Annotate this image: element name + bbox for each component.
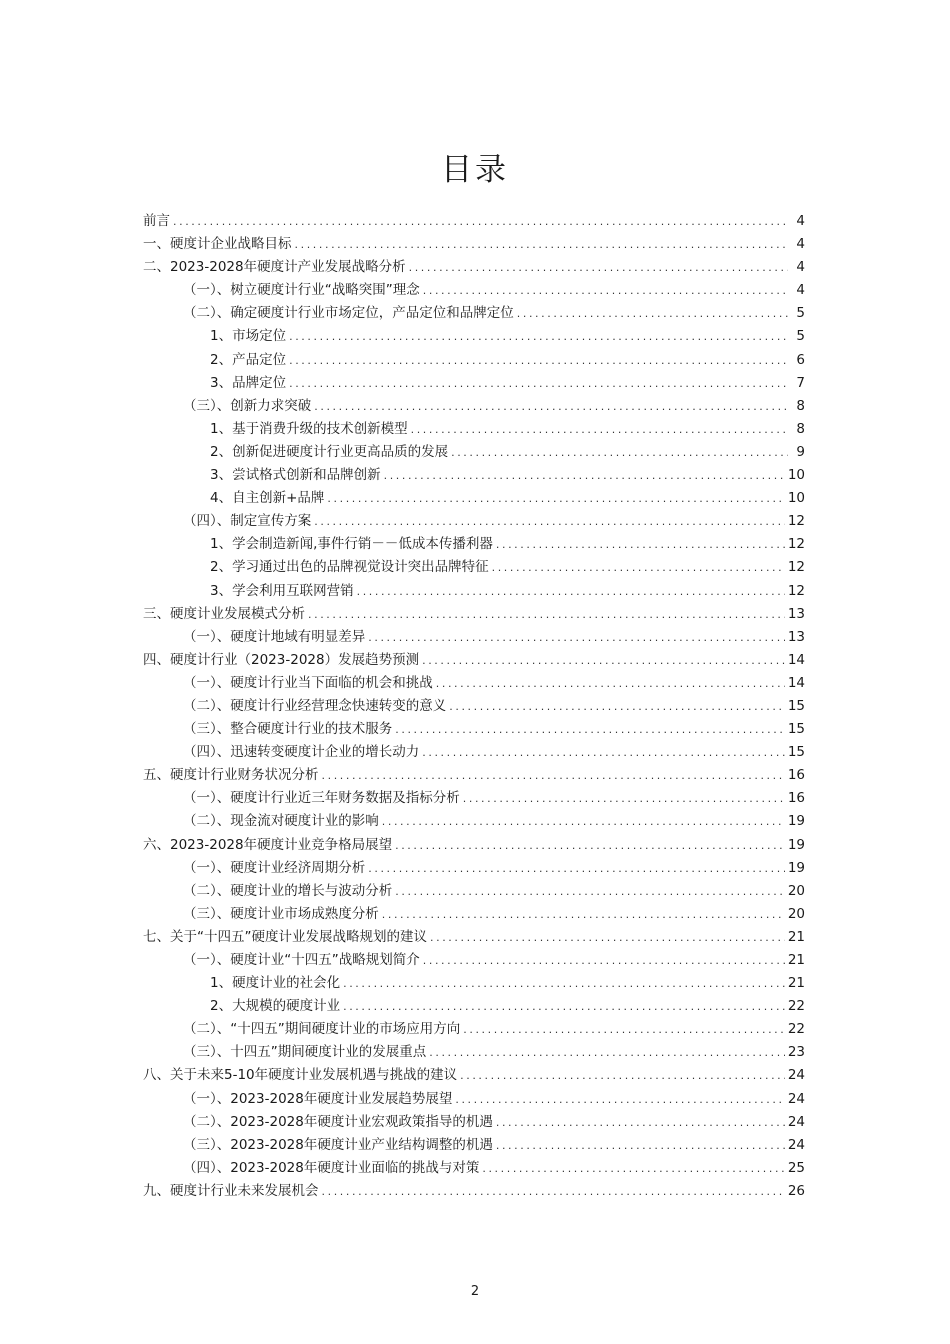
toc-leader-dots <box>463 787 785 810</box>
toc-entry-label: （一）、2023-2028年硬度计业发展趋势展望 <box>183 1090 453 1107</box>
toc-entry-label: 1、基于消费升级的技术创新模型 <box>210 420 408 437</box>
toc-entry-page: 21 <box>787 952 805 968</box>
toc-leader-dots <box>368 857 785 880</box>
toc-entry[interactable] <box>143 349 805 372</box>
toc-entry-label: （二）、确定硬度计行业市场定位，产品定位和品牌定位 <box>183 305 514 322</box>
toc-entry[interactable] <box>143 210 805 233</box>
toc-leader-dots <box>423 949 785 972</box>
toc-entry-label: 4、自主创新+品牌 <box>210 490 325 507</box>
toc-entry-page: 21 <box>787 928 805 945</box>
page-number: 2 <box>470 1284 480 1299</box>
toc-entry[interactable] <box>143 1157 805 1180</box>
toc-entry[interactable] <box>143 580 805 603</box>
toc-entry[interactable] <box>143 1064 805 1087</box>
toc-entry[interactable] <box>143 325 805 348</box>
toc-leader-dots <box>451 441 788 464</box>
toc-entry-label: （三）、硬度计业市场成熟度分析 <box>183 905 379 922</box>
page-title: 目录 <box>441 152 509 188</box>
toc-entry[interactable] <box>143 1134 805 1157</box>
toc-entry-label: 三、硬度计业发展模式分析 <box>143 605 305 622</box>
toc-leader-dots <box>395 718 785 741</box>
toc-leader-dots <box>463 1018 785 1041</box>
toc-entry-label: 二、2023-2028年硬度计产业发展战略分析 <box>143 259 406 276</box>
toc-entry-label: 3、学会利用互联网营销 <box>210 582 354 599</box>
toc-entry[interactable] <box>143 880 805 903</box>
toc-entry[interactable] <box>143 233 805 256</box>
toc-entry-label: （三）、2023-2028年硬度计业产业结构调整的机遇 <box>183 1136 493 1153</box>
toc-entry-label: 前言 <box>143 213 170 229</box>
toc-entry[interactable] <box>143 372 805 395</box>
toc-entry-label: （一）、树立硬度计行业“战略突围”理念 <box>183 282 420 299</box>
toc-entry-page: 13 <box>787 628 805 645</box>
toc-leader-dots <box>492 556 785 579</box>
toc-entry-label: 2、学习通过出色的品牌视觉设计突出品牌特征 <box>210 559 489 576</box>
toc-entry[interactable] <box>143 441 805 464</box>
toc-entry-page: 8 <box>796 420 805 437</box>
toc-leader-dots <box>289 325 788 348</box>
toc-entry-page: 19 <box>787 836 805 853</box>
toc-entry[interactable] <box>143 741 805 764</box>
toc-entry-page: 4 <box>796 213 805 229</box>
toc-entry-label: 3、品牌定位 <box>210 374 287 391</box>
toc-entry-label: （三）、十四五”期间硬度计业的发展重点 <box>183 1044 427 1061</box>
toc-entry[interactable] <box>143 672 805 695</box>
toc-entry[interactable] <box>143 926 805 949</box>
toc-entry[interactable] <box>143 810 805 833</box>
toc-entry-page: 23 <box>787 1044 805 1061</box>
toc-entry[interactable] <box>143 256 805 279</box>
toc-leader-dots <box>496 1134 785 1157</box>
toc-entry-page: 12 <box>787 559 805 576</box>
toc-leader-dots <box>382 810 785 833</box>
toc-entry-page: 12 <box>787 536 805 553</box>
toc-leader-dots <box>308 603 785 626</box>
toc-entry-label: （四）、制定宣传方案 <box>183 513 312 530</box>
toc-leader-dots <box>173 210 788 233</box>
toc-entry[interactable] <box>143 903 805 926</box>
toc-leader-dots <box>382 903 785 926</box>
toc-entry-label: （二）、2023-2028年硬度计业宏观政策指导的机遇 <box>183 1113 493 1130</box>
toc-entry-label: 1、学会制造新闻,事件行销－－低成本传播利器 <box>210 536 493 553</box>
toc-entry-label: （四）、2023-2028年硬度计业面临的挑战与对策 <box>183 1159 480 1176</box>
toc-entry-page: 24 <box>787 1113 805 1130</box>
toc-leader-dots <box>327 487 784 510</box>
toc-entry-label: （一）、硬度计地域有明显差异 <box>183 628 366 645</box>
toc-leader-dots <box>411 418 788 441</box>
toc-entry[interactable] <box>143 556 805 579</box>
toc-leader-dots <box>357 580 785 603</box>
toc-entry-label: （三）、整合硬度计行业的技术服务 <box>183 721 393 738</box>
toc-entry-label: （三）、创新力求突破 <box>183 397 312 414</box>
toc-entry-page: 5 <box>796 328 805 345</box>
toc-leader-dots <box>449 695 785 718</box>
toc-leader-dots <box>322 1180 785 1203</box>
toc-entry-page: 15 <box>787 721 805 738</box>
toc-leader-dots <box>395 880 785 903</box>
toc-entry-label: 八、关于未来5-10年硬度计业发展机遇与挑战的建议 <box>143 1067 458 1084</box>
toc-entry-label: （四）、迅速转变硬度计企业的增长动力 <box>183 744 420 761</box>
toc-entry-label: 1、硬度计业的社会化 <box>210 975 341 992</box>
toc-entry-page: 16 <box>787 767 805 784</box>
toc-entry-label: 1、市场定位 <box>210 328 287 345</box>
toc-entry-label: 一、硬度计企业战略目标 <box>143 236 292 253</box>
toc-entry-label: （一）、硬度计行业当下面临的机会和挑战 <box>183 674 433 691</box>
toc-entry-page: 24 <box>787 1090 805 1107</box>
toc-entry-page: 21 <box>787 975 805 992</box>
toc-entry[interactable] <box>143 533 805 556</box>
toc-leader-dots <box>343 995 785 1018</box>
toc-entry-page: 24 <box>787 1136 805 1153</box>
toc-entry-label: 七、关于“十四五”硬度计业发展战略规划的建议 <box>143 928 427 945</box>
toc-entry[interactable] <box>143 1180 805 1203</box>
toc-entry[interactable] <box>143 995 805 1018</box>
toc-entry-page: 13 <box>787 605 805 622</box>
toc-entry[interactable] <box>143 279 805 302</box>
table-of-contents <box>143 210 805 1203</box>
toc-entry-label: 2、大规模的硬度计业 <box>210 998 341 1015</box>
toc-entry[interactable] <box>143 972 805 995</box>
toc-leader-dots <box>384 464 785 487</box>
toc-entry[interactable] <box>143 718 805 741</box>
toc-entry-page: 19 <box>787 813 805 830</box>
toc-entry[interactable] <box>143 487 805 510</box>
toc-entry[interactable] <box>143 626 805 649</box>
toc-entry-label: 四、硬度计行业（2023-2028）发展趋势预测 <box>143 651 420 668</box>
toc-entry[interactable] <box>143 695 805 718</box>
toc-entry-page: 7 <box>796 374 805 391</box>
toc-entry-page: 14 <box>787 674 805 691</box>
toc-entry-page: 10 <box>787 467 805 484</box>
toc-entry-page: 15 <box>787 744 805 761</box>
toc-leader-dots <box>289 372 788 395</box>
toc-entry[interactable] <box>143 857 805 880</box>
toc-entry[interactable] <box>143 418 805 441</box>
toc-leader-dots <box>429 1041 785 1064</box>
toc-entry-page: 12 <box>787 513 805 530</box>
toc-entry-label: （二）、现金流对硬度计业的影响 <box>183 813 379 830</box>
toc-entry-page: 20 <box>787 905 805 922</box>
toc-entry-label: （二）、硬度计行业经营理念快速转变的意义 <box>183 697 447 714</box>
toc-entry-page: 4 <box>796 236 805 253</box>
toc-entry-page: 22 <box>787 1021 805 1038</box>
toc-entry-label: （一）、硬度计业“十四五”战略规划简介 <box>183 952 420 968</box>
toc-entry-label: 五、硬度计行业财务状况分析 <box>143 767 319 784</box>
toc-leader-dots <box>496 533 785 556</box>
toc-entry-page: 6 <box>796 351 805 368</box>
toc-leader-dots <box>343 972 785 995</box>
toc-entry[interactable] <box>143 464 805 487</box>
toc-entry-label: 九、硬度计行业未来发展机会 <box>143 1182 319 1199</box>
toc-leader-dots <box>482 1157 784 1180</box>
toc-entry-label: 2、创新促进硬度计行业更高品质的发展 <box>210 443 449 460</box>
toc-leader-dots <box>314 510 785 533</box>
toc-entry[interactable] <box>143 949 805 972</box>
toc-entry-page: 26 <box>787 1182 805 1199</box>
toc-leader-dots <box>517 302 788 325</box>
toc-entry-page: 22 <box>787 998 805 1015</box>
toc-entry[interactable] <box>143 603 805 626</box>
toc-entry-page: 8 <box>796 397 805 414</box>
toc-entry-label: （二）、“十四五”期间硬度计业的市场应用方向 <box>183 1021 461 1038</box>
toc-entry-page: 4 <box>796 259 805 276</box>
toc-entry-label: （二）、硬度计业的增长与波动分析 <box>183 882 393 899</box>
toc-entry[interactable] <box>143 787 805 810</box>
toc-leader-dots <box>436 672 785 695</box>
toc-leader-dots <box>422 741 785 764</box>
toc-entry-label: （一）、硬度计行业近三年财务数据及指标分析 <box>183 790 460 807</box>
toc-leader-dots <box>409 256 788 279</box>
toc-entry-page: 12 <box>787 582 805 599</box>
toc-entry-label: 六、2023-2028年硬度计业竞争格局展望 <box>143 836 393 853</box>
toc-entry-label: （一）、硬度计业经济周期分析 <box>183 859 366 876</box>
toc-entry-page: 4 <box>796 282 805 299</box>
toc-entry-page: 9 <box>796 443 805 460</box>
toc-entry[interactable] <box>143 510 805 533</box>
toc-leader-dots <box>455 1088 784 1111</box>
toc-entry-page: 14 <box>787 651 805 668</box>
toc-entry[interactable] <box>143 764 805 787</box>
toc-leader-dots <box>368 626 785 649</box>
toc-leader-dots <box>314 395 788 418</box>
toc-entry[interactable] <box>143 1041 805 1064</box>
toc-leader-dots <box>295 233 789 256</box>
toc-entry-page: 20 <box>787 882 805 899</box>
toc-leader-dots <box>395 834 785 857</box>
toc-entry-label: 2、产品定位 <box>210 351 287 368</box>
toc-leader-dots <box>430 926 785 949</box>
toc-leader-dots <box>422 649 785 672</box>
toc-entry[interactable] <box>143 834 805 857</box>
toc-entry[interactable] <box>143 395 805 418</box>
toc-entry-page: 25 <box>787 1159 805 1176</box>
toc-entry[interactable] <box>143 649 805 672</box>
toc-entry-page: 10 <box>787 490 805 507</box>
toc-entry-page: 15 <box>787 697 805 714</box>
toc-leader-dots <box>289 349 788 372</box>
toc-leader-dots <box>460 1064 785 1087</box>
toc-leader-dots <box>322 764 785 787</box>
toc-leader-dots <box>496 1111 785 1134</box>
toc-leader-dots <box>423 279 788 302</box>
toc-entry[interactable] <box>143 1111 805 1134</box>
toc-entry[interactable] <box>143 1088 805 1111</box>
toc-entry[interactable] <box>143 302 805 325</box>
toc-entry[interactable] <box>143 1018 805 1041</box>
toc-entry-page: 19 <box>787 859 805 876</box>
toc-entry-page: 5 <box>796 305 805 322</box>
toc-entry-label: 3、尝试格式创新和品牌创新 <box>210 467 381 484</box>
toc-entry-page: 24 <box>787 1067 805 1084</box>
toc-entry-page: 16 <box>787 790 805 807</box>
